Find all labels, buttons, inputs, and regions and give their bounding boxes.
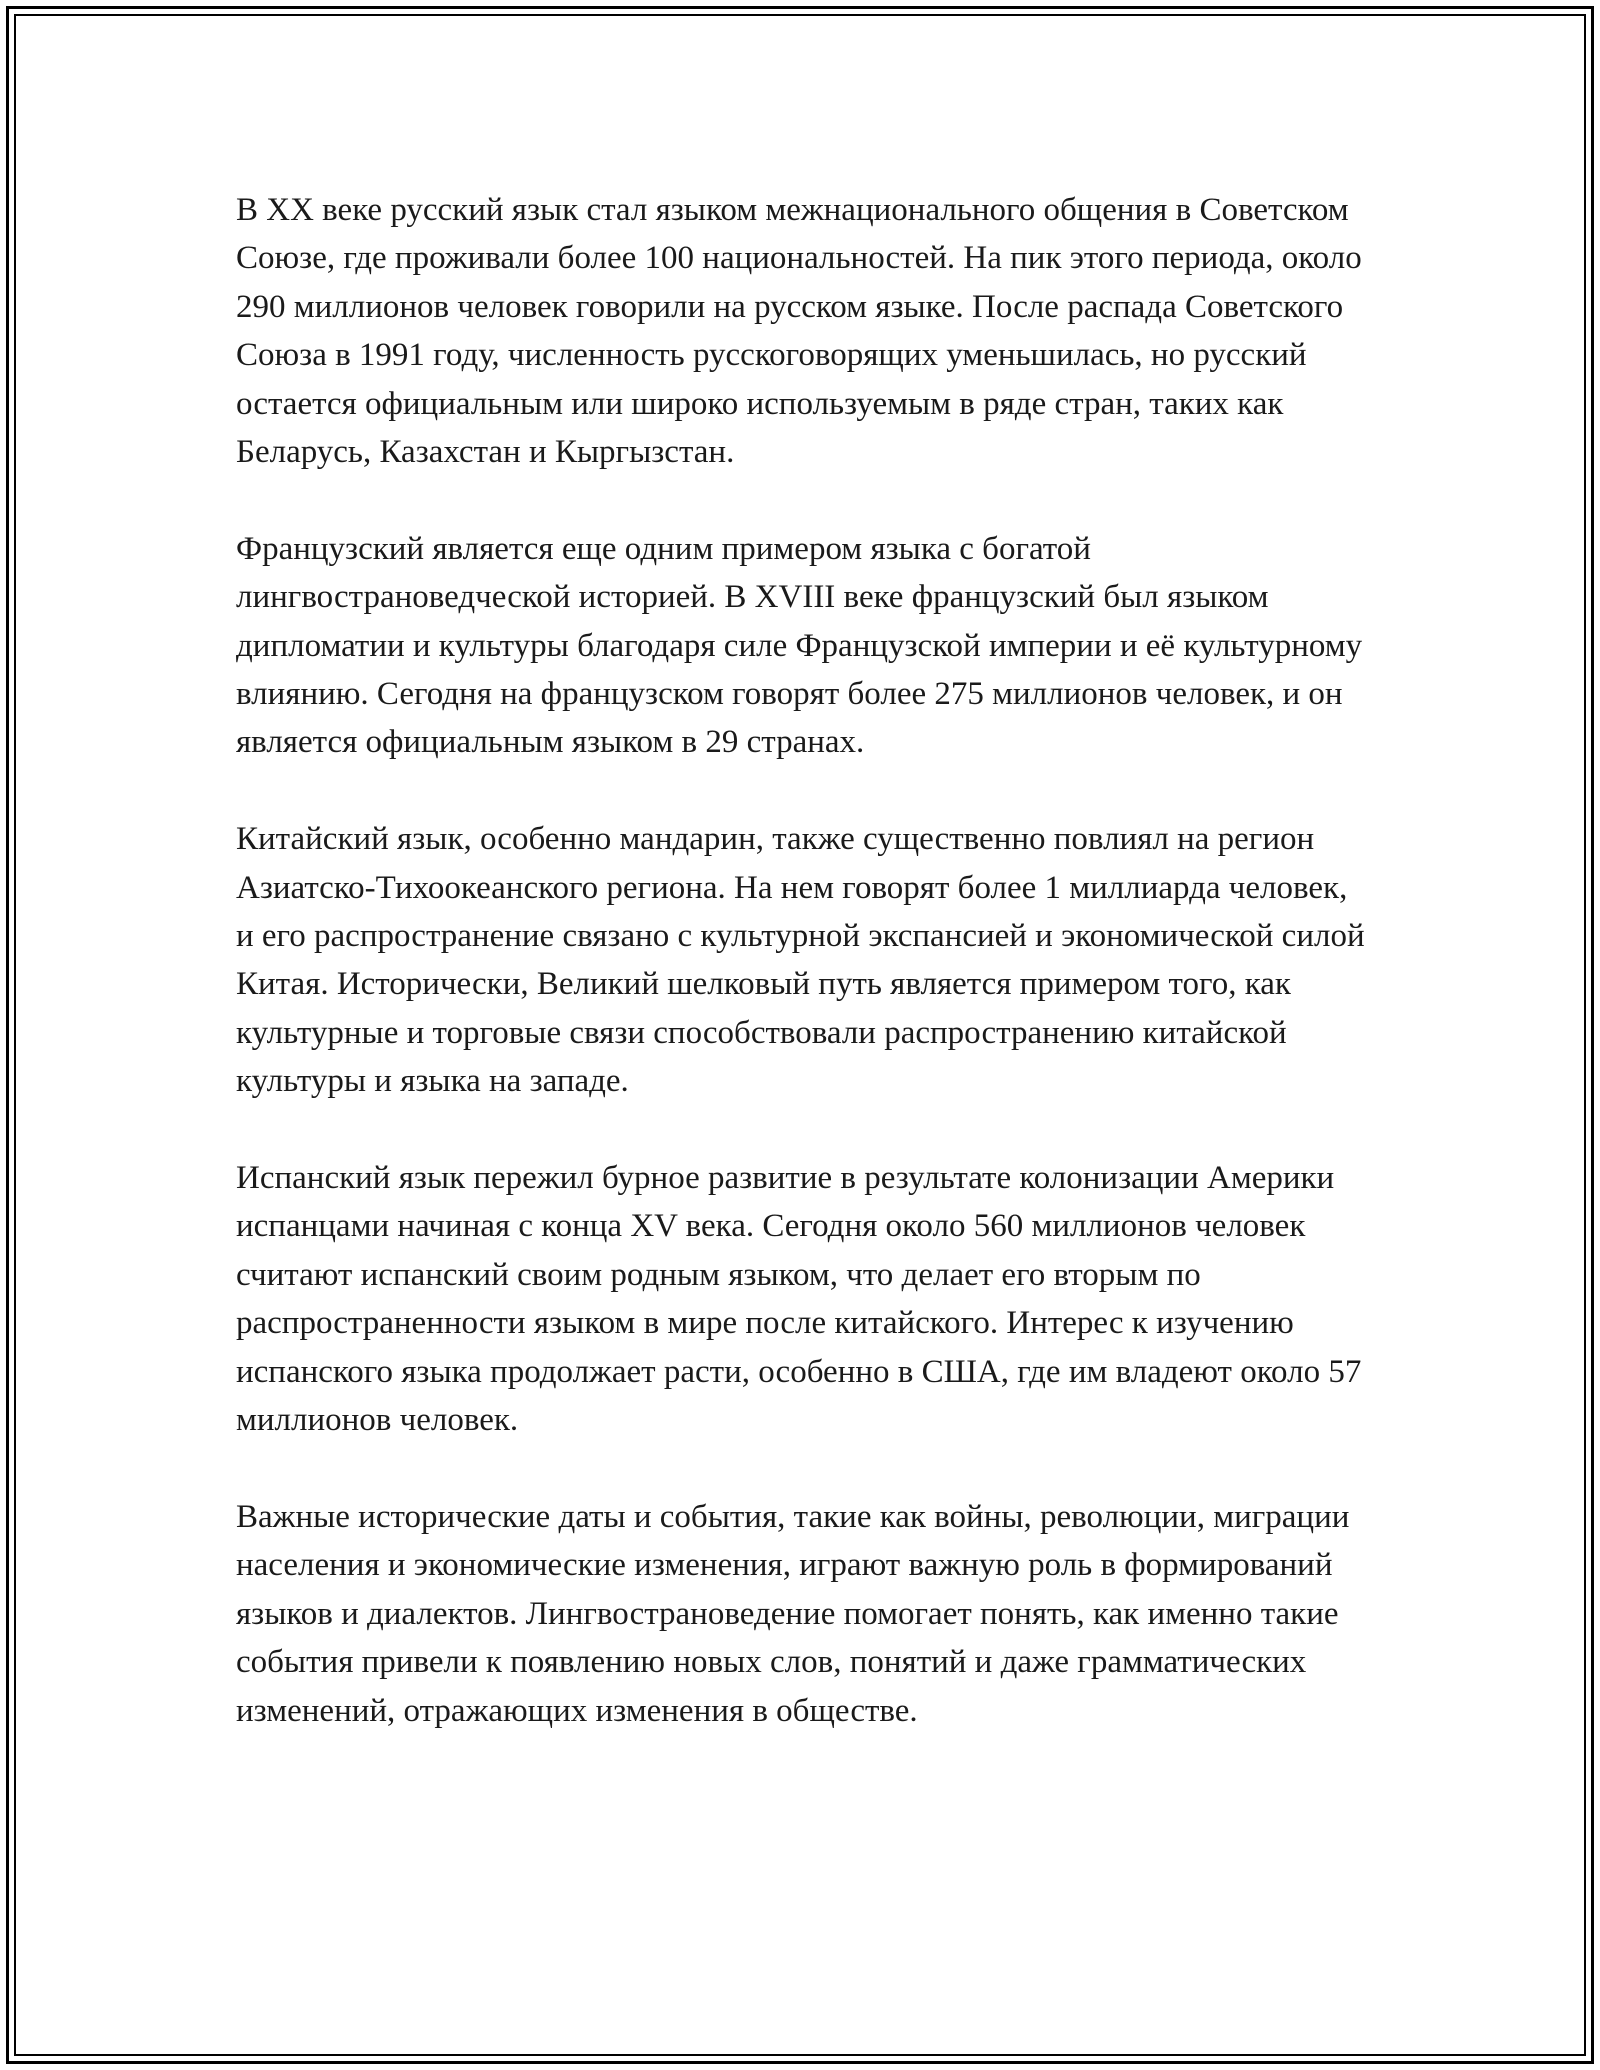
paragraph-french: Французский является еще одним примером языка с богатой лингвострановедческой историей. В XVIII веке французский был языком дипломатии и культуры благодаря силе Французской империи и её культурному влиянию. Сегодня на французском говорят более 275 миллионов человек, и он является официальным языком в 29 странах. bbox=[236, 530, 1363, 761]
paragraph-chinese: Китайский язык, особенно мандарин, также существенно повлиял на регион Азиатско-Тихоокеанского региона. На нем говорят более 1 миллиарда человек, и его распространение связано с культурной экспансией и экономической силой Китая. Исторически, Великий шелковый путь является примером того, как культурные и торговые связи способствовали распространению китайской культуры и языка на западе. bbox=[236, 821, 1365, 1100]
paragraph-spanish: Испанский язык пережил бурное развитие в результате колонизации Америки испанцами начиная с конца XV века. Сегодня около 560 миллионов человек считают испанский своим родным языком, что делает его вторым по распространенности языком в мире после китайского. Интерес к изучению испанского языка продолжает расти, особенно в США, где им владеют около 57 миллионов человек. bbox=[236, 1160, 1362, 1439]
paragraph-russian: В XX веке русский язык стал языком межнационального общения в Советском Союзе, где проживали более 100 национальностей. На пик этого периода, около 290 миллионов человек говорили на русском языке. После распада Советского Союза в 1991 году, численность русскоговорящих уменьшилась, но русский остается официальным или широко используемым в ряде стран, таких как Беларусь, Казахстан и Кыргызстан. bbox=[236, 192, 1362, 471]
document-body bbox=[236, 186, 1366, 1735]
paragraph-historical-events: Важные исторические даты и события, такие как войны, революции, миграции населения и экономические изменения, играют важную роль в формирований языков и диалектов. Лингвострановедение помогает понять, как именно такие события привели к появлению новых слов, понятий и даже грамматических изменений, отражающих изменения в обществе. bbox=[236, 1498, 1350, 1729]
